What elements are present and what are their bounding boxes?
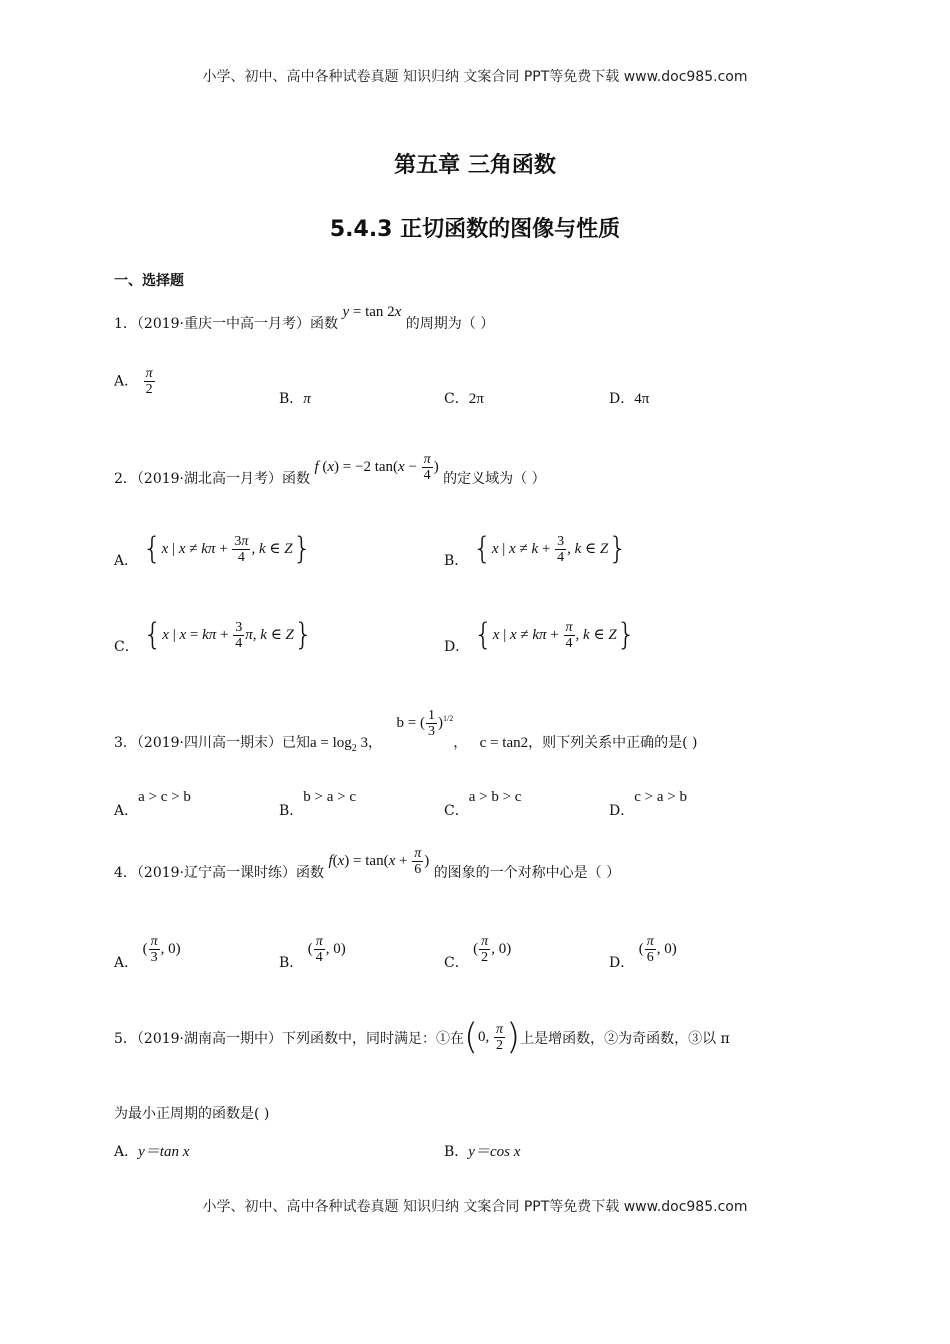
option-label: D． bbox=[609, 954, 635, 971]
question-2-suffix: 的定义域为（ ） bbox=[443, 470, 546, 487]
option-formula: ( $\frac{\pi}{4}$ , 0) bbox=[307, 934, 346, 965]
q1-option-c[interactable] bbox=[444, 388, 484, 408]
question-5-prefix: 5．（2019·湖南高一期中）下列函数中，同时满足：①在 bbox=[114, 1030, 464, 1047]
question-1-suffix: 的周期为（ ） bbox=[405, 316, 495, 332]
q2-option-d[interactable] bbox=[444, 617, 636, 655]
q3-option-a[interactable] bbox=[114, 786, 191, 819]
question-5 bbox=[114, 1016, 730, 1058]
option-label: B． bbox=[279, 803, 304, 819]
question-2 bbox=[114, 452, 546, 487]
option-formula: ( $\frac{\pi}{2}$ , 0) bbox=[473, 934, 512, 965]
question-3-suffix: ，则下列关系中正确的是( ) bbox=[528, 734, 698, 751]
option-label: D． bbox=[444, 638, 470, 655]
q1-option-b[interactable] bbox=[279, 388, 311, 408]
option-label: C． bbox=[444, 803, 469, 819]
option-formula: ( $\frac{\pi}{3}$ , 0) bbox=[142, 934, 181, 965]
separator: ， bbox=[453, 734, 468, 751]
option-value: 2π bbox=[468, 391, 484, 407]
q1-option-a[interactable] bbox=[114, 366, 156, 397]
q4-option-c[interactable] bbox=[444, 934, 512, 971]
option-label: B． bbox=[279, 954, 304, 971]
option-value: b > a > c bbox=[303, 789, 357, 805]
question-4-prefix: 4．（2019·辽宁高一课时练）函数 bbox=[114, 864, 324, 881]
question-4-formula: f(x) = tan(x + $\frac{\pi}{6}$ ) bbox=[328, 846, 430, 877]
option-label: A． bbox=[114, 803, 139, 819]
formula-a: $a = \log_2 3$ bbox=[310, 734, 369, 754]
q2-option-a[interactable] bbox=[114, 531, 312, 569]
q3-option-d[interactable] bbox=[609, 786, 687, 819]
question-1 bbox=[114, 304, 495, 334]
q2-option-b[interactable] bbox=[444, 531, 628, 569]
q5-option-b[interactable] bbox=[444, 1140, 520, 1161]
lesson-title: 5.4.3 正切函数的图像与性质 bbox=[329, 217, 621, 242]
formula-c: c = tan2 bbox=[479, 734, 529, 751]
footer-banner: 小学、初中、高中各种试卷真题 知识归纳 文案合同 PPT等免费下载 www.doc985.com bbox=[202, 1199, 748, 1215]
question-3 bbox=[114, 708, 698, 754]
option-label: C． bbox=[444, 954, 469, 971]
question-3-prefix: 3．（2019·四川高一期末）已知 bbox=[114, 734, 310, 751]
question-2-prefix: 2．（2019·湖北高一月考）函数 bbox=[114, 470, 310, 487]
option-value: a > c > b bbox=[138, 789, 191, 805]
q4-option-a[interactable] bbox=[114, 934, 181, 971]
option-label: A． bbox=[114, 1144, 139, 1160]
option-value: π bbox=[303, 391, 311, 407]
option-label: A． bbox=[114, 373, 139, 390]
option-label: A． bbox=[114, 954, 139, 971]
option-label: D． bbox=[609, 391, 635, 407]
fraction: $\frac{\pi}{2}$ bbox=[145, 366, 153, 397]
option-label: B． bbox=[444, 1144, 469, 1160]
q4-option-d[interactable] bbox=[609, 934, 677, 971]
option-label: B． bbox=[444, 552, 469, 569]
question-5-suffix: 上是增函数，②为奇函数，③以 π bbox=[520, 1030, 730, 1047]
option-formula: {x | x = kπ + $\frac{3}{4}$ π, k ∈ Z} bbox=[143, 617, 313, 653]
question-1-formula: y = tan 2x bbox=[342, 304, 402, 320]
q4-option-b[interactable] bbox=[279, 934, 346, 971]
question-4 bbox=[114, 846, 621, 881]
question-5-line2: 为最小正周期的函数是( ) bbox=[114, 1106, 270, 1122]
option-value: c > a > b bbox=[634, 789, 687, 805]
q5-option-a[interactable] bbox=[114, 1140, 189, 1161]
option-label: D． bbox=[609, 803, 635, 819]
option-value: y＝cos x bbox=[468, 1144, 521, 1160]
option-formula: {x | x ≠ k + $\frac{3}{4}$ , k ∈ Z} bbox=[472, 531, 628, 567]
option-value: 4π bbox=[634, 391, 650, 407]
option-label: C． bbox=[444, 391, 469, 407]
q3-option-c[interactable] bbox=[444, 786, 522, 819]
option-value: y＝tan x bbox=[138, 1144, 190, 1160]
question-2-formula: f (x) = −2 tan(x − $\frac{\pi}{4}$ ) bbox=[314, 452, 439, 483]
q1-option-d[interactable] bbox=[609, 388, 649, 408]
q3-option-b[interactable] bbox=[279, 786, 357, 819]
option-label: C． bbox=[114, 638, 139, 655]
option-formula: ( $\frac{\pi}{6}$ , 0) bbox=[638, 934, 677, 965]
q2-option-c[interactable] bbox=[114, 617, 313, 655]
option-label: A． bbox=[114, 552, 139, 569]
option-formula: {x | x ≠ kπ + $\frac{3\pi}{4}$ , k ∈ Z} bbox=[142, 531, 312, 567]
option-label: B． bbox=[279, 391, 304, 407]
separator: ， bbox=[368, 734, 383, 751]
question-4-suffix: 的图象的一个对称中心是（ ） bbox=[433, 864, 621, 881]
header-banner: 小学、初中、高中各种试卷真题 知识归纳 文案合同 PPT等免费下载 www.doc985.com bbox=[202, 69, 748, 85]
option-formula: {x | x ≠ kπ + $\frac{\pi}{4}$ , k ∈ Z} bbox=[473, 617, 636, 653]
formula-b: b = ( $\frac{1}{3}$ )$^{1/2}$ bbox=[396, 708, 454, 739]
chapter-title: 第五章 三角函数 bbox=[394, 153, 556, 178]
interval-formula: (0, $\frac{\pi}{2}$ ) bbox=[464, 1016, 521, 1058]
question-1-prefix: 1．（2019·重庆一中高一月考）函数 bbox=[114, 316, 338, 332]
option-value: a > b > c bbox=[468, 789, 522, 805]
section-heading: 一、选择题 bbox=[114, 273, 184, 289]
